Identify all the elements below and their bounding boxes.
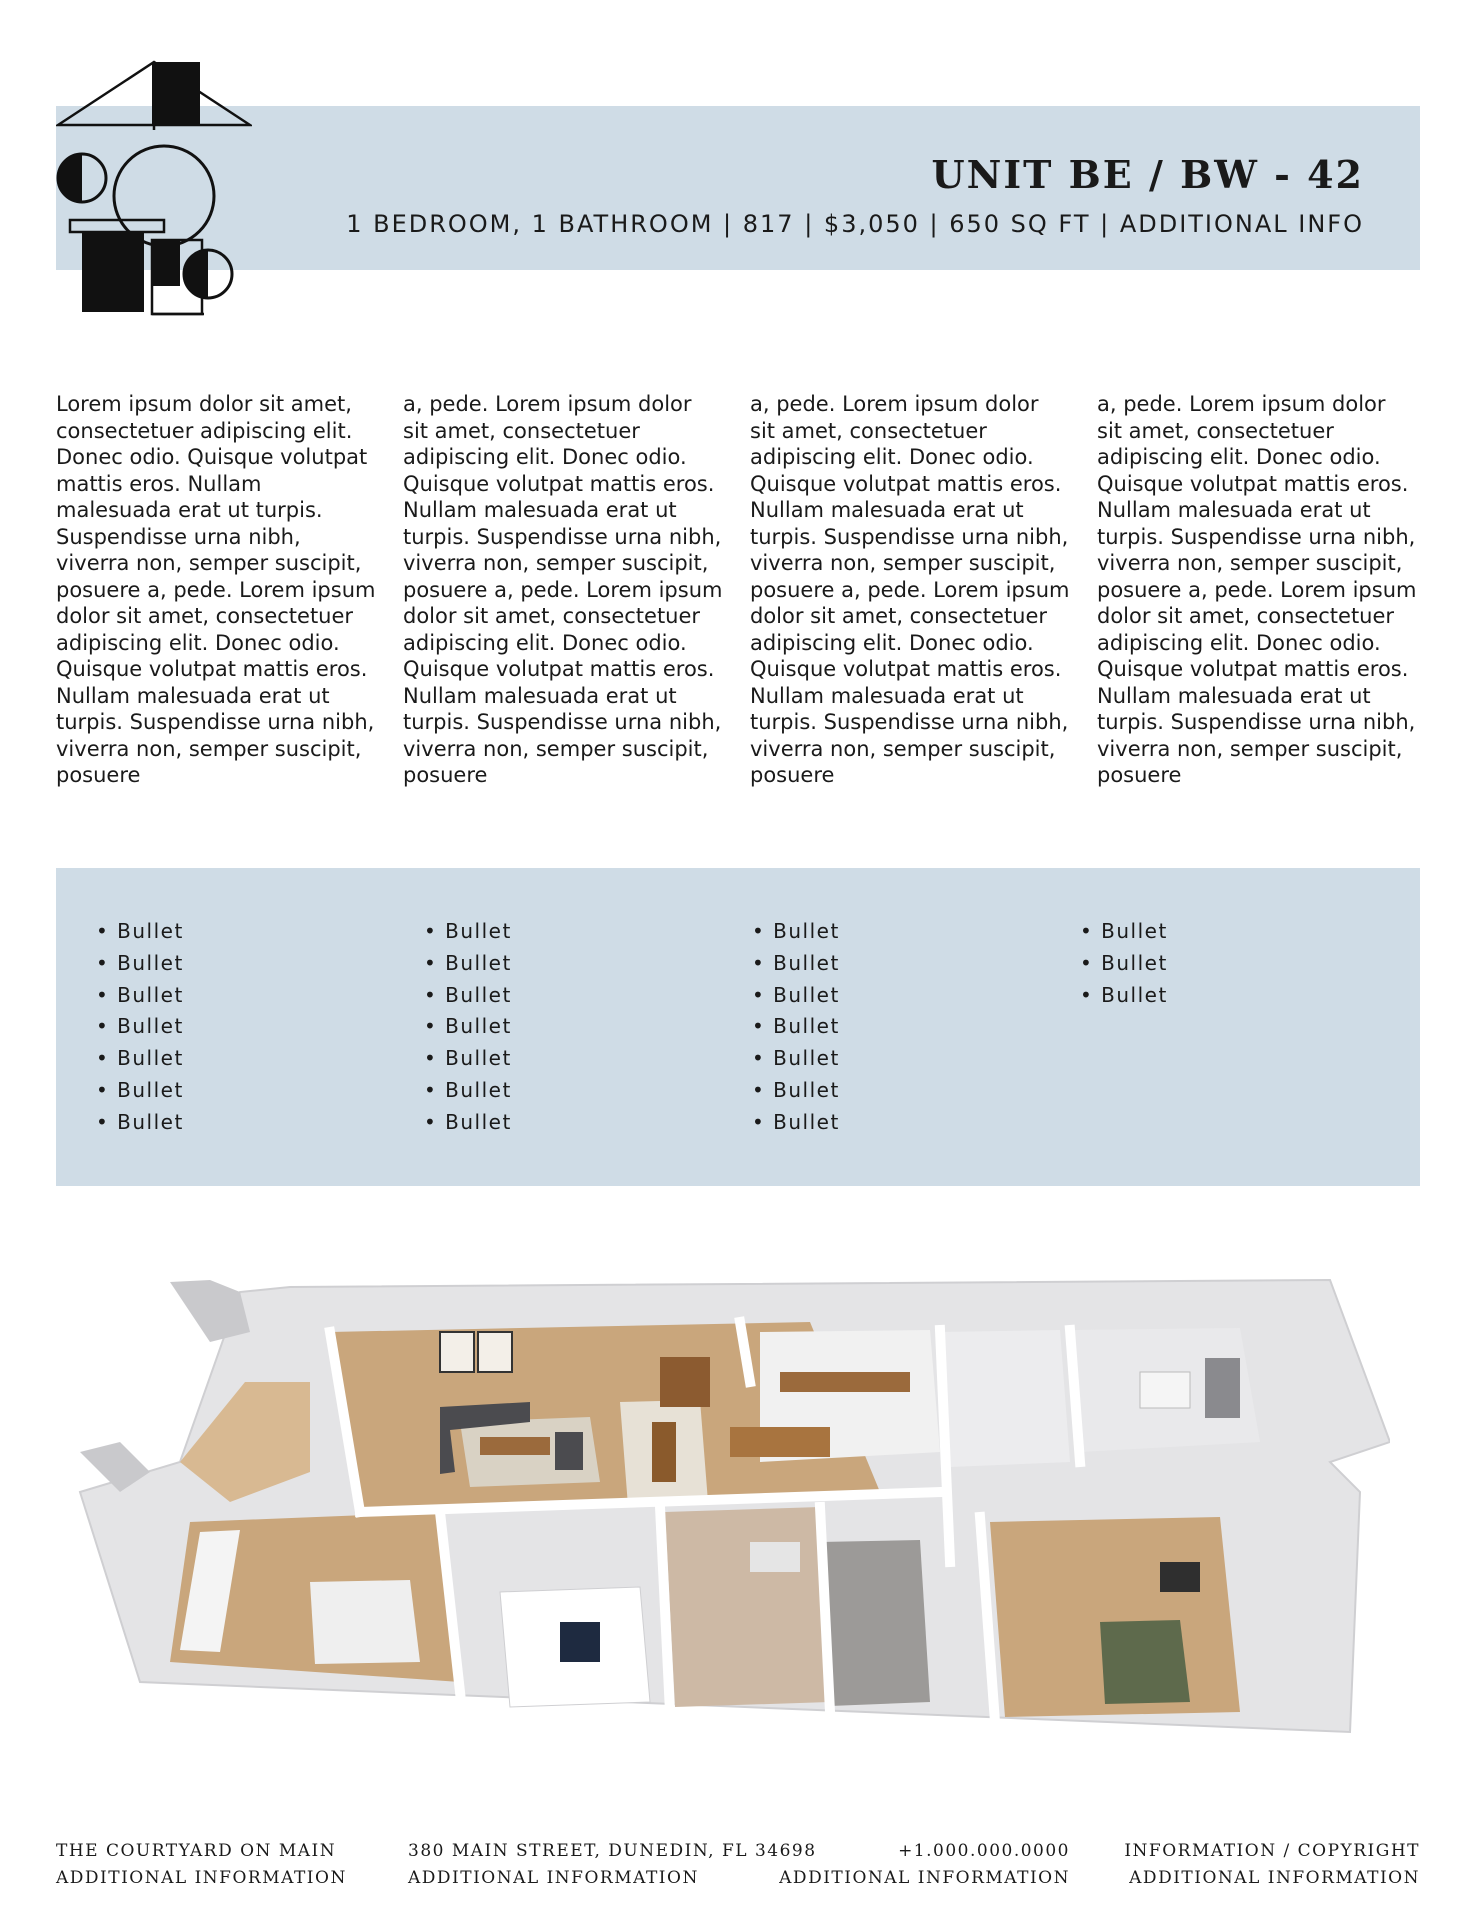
footer-address-block: [408, 1838, 817, 1892]
bullet-item: • Bullet: [1080, 948, 1168, 980]
bullet-item: • Bullet: [1080, 980, 1168, 1012]
bullet-item: • Bullet: [96, 980, 184, 1012]
body-text-column: a, pede. Lorem ipsum dolor sit amet, consectetuer adipiscing elit. Donec odio. Quisque volutpat mattis eros. Nullam malesuada erat ut turpis. Suspendisse urna nibh, viverra non, semper suscipit, posuere a, pede. Lorem ipsum dolor sit amet, consectetuer adipiscing elit. Donec odio. Quisque volutpat mattis eros. Nullam malesuada erat ut turpis. Suspendisse urna nibh, viverra non, semper suscipit, posuere: [403, 392, 723, 787]
bullet-item: • Bullet: [96, 1011, 184, 1043]
unit-title: UNIT BE / BW - 42: [931, 152, 1364, 197]
bullet-item: • Bullet: [752, 1043, 840, 1075]
geometric-logo: [56, 60, 252, 322]
footer-property-info: ADDITIONAL INFORMATION: [56, 1868, 347, 1888]
footer-phone-info: ADDITIONAL INFORMATION: [779, 1868, 1070, 1888]
body-text-columns: [56, 370, 1420, 810]
bullet-band: [56, 868, 1420, 1186]
bullet-item: • Bullet: [96, 948, 184, 980]
bullet-item: • Bullet: [424, 1107, 512, 1139]
bullet-item: • Bullet: [96, 916, 184, 948]
footer-copyright-info: ADDITIONAL INFORMATION: [1129, 1868, 1420, 1888]
bullet-item: • Bullet: [424, 1043, 512, 1075]
footer-copyright-block: [1124, 1838, 1420, 1892]
bullet-item: • Bullet: [424, 1075, 512, 1107]
bullet-list: [96, 916, 184, 1139]
body-text-column: a, pede. Lorem ipsum dolor sit amet, consectetuer adipiscing elit. Donec odio. Quisque volutpat mattis eros. Nullam malesuada erat ut turpis. Suspendisse urna nibh, viverra non, semper suscipit, posuere a, pede. Lorem ipsum dolor sit amet, consectetuer adipiscing elit. Donec odio. Quisque volutpat mattis eros. Nullam malesuada erat ut turpis. Suspendisse urna nibh, viverra non, semper suscipit, posuere: [1097, 392, 1417, 787]
footer-copyright: INFORMATION / COPYRIGHT: [1124, 1841, 1420, 1861]
bullet-item: • Bullet: [752, 1075, 840, 1107]
bullet-item: • Bullet: [752, 1011, 840, 1043]
footer-property-name: THE COURTYARD ON MAIN: [56, 1841, 337, 1861]
bullet-item: • Bullet: [424, 1011, 512, 1043]
footer-phone: +1.000.000.0000: [898, 1841, 1070, 1861]
body-text-column: a, pede. Lorem ipsum dolor sit amet, consectetuer adipiscing elit. Donec odio. Quisque volutpat mattis eros. Nullam malesuada erat ut turpis. Suspendisse urna nibh, viverra non, semper suscipit, posuere a, pede. Lorem ipsum dolor sit amet, consectetuer adipiscing elit. Donec odio. Quisque volutpat mattis eros. Nullam malesuada erat ut turpis. Suspendisse urna nibh, viverra non, semper suscipit, posuere: [750, 392, 1070, 787]
bullet-list: [752, 916, 840, 1139]
bullet-item: • Bullet: [752, 948, 840, 980]
footer-address-info: ADDITIONAL INFORMATION: [408, 1868, 699, 1888]
footer-property: [56, 1838, 347, 1892]
bullet-item: • Bullet: [424, 948, 512, 980]
bullet-item: • Bullet: [424, 916, 512, 948]
bullet-item: • Bullet: [752, 1107, 840, 1139]
bullet-item: • Bullet: [752, 980, 840, 1012]
floor-plan-render: [60, 1262, 1390, 1748]
bullet-list: [1080, 916, 1168, 1011]
header-band: [56, 106, 1420, 270]
bullet-item: • Bullet: [752, 916, 840, 948]
bullet-item: • Bullet: [424, 980, 512, 1012]
bullet-item: • Bullet: [96, 1075, 184, 1107]
bullet-list: [424, 916, 512, 1139]
bullet-item: • Bullet: [96, 1043, 184, 1075]
body-text-column: Lorem ipsum dolor sit amet, consectetuer adipiscing elit. Donec odio. Quisque volutpat mattis eros. Nullam malesuada erat ut turpis. Suspendisse urna nibh, viverra non, semper suscipit, posuere a, pede. Lorem ipsum dolor sit amet, consectetuer adipiscing elit. Donec odio. Quisque volutpat mattis eros. Nullam malesuada erat ut turpis. Suspendisse urna nibh, viverra non, semper suscipit, posuere: [56, 392, 376, 787]
footer-phone-block: [760, 1838, 1070, 1892]
unit-subtitle: 1 BEDROOM, 1 BATHROOM | 817 | $3,050 | 650 SQ FT | ADDITIONAL INFO: [346, 210, 1364, 238]
footer-address: 380 MAIN STREET, DUNEDIN, FL 34698: [408, 1841, 817, 1861]
bullet-item: • Bullet: [96, 1107, 184, 1139]
bullet-item: • Bullet: [1080, 916, 1168, 948]
